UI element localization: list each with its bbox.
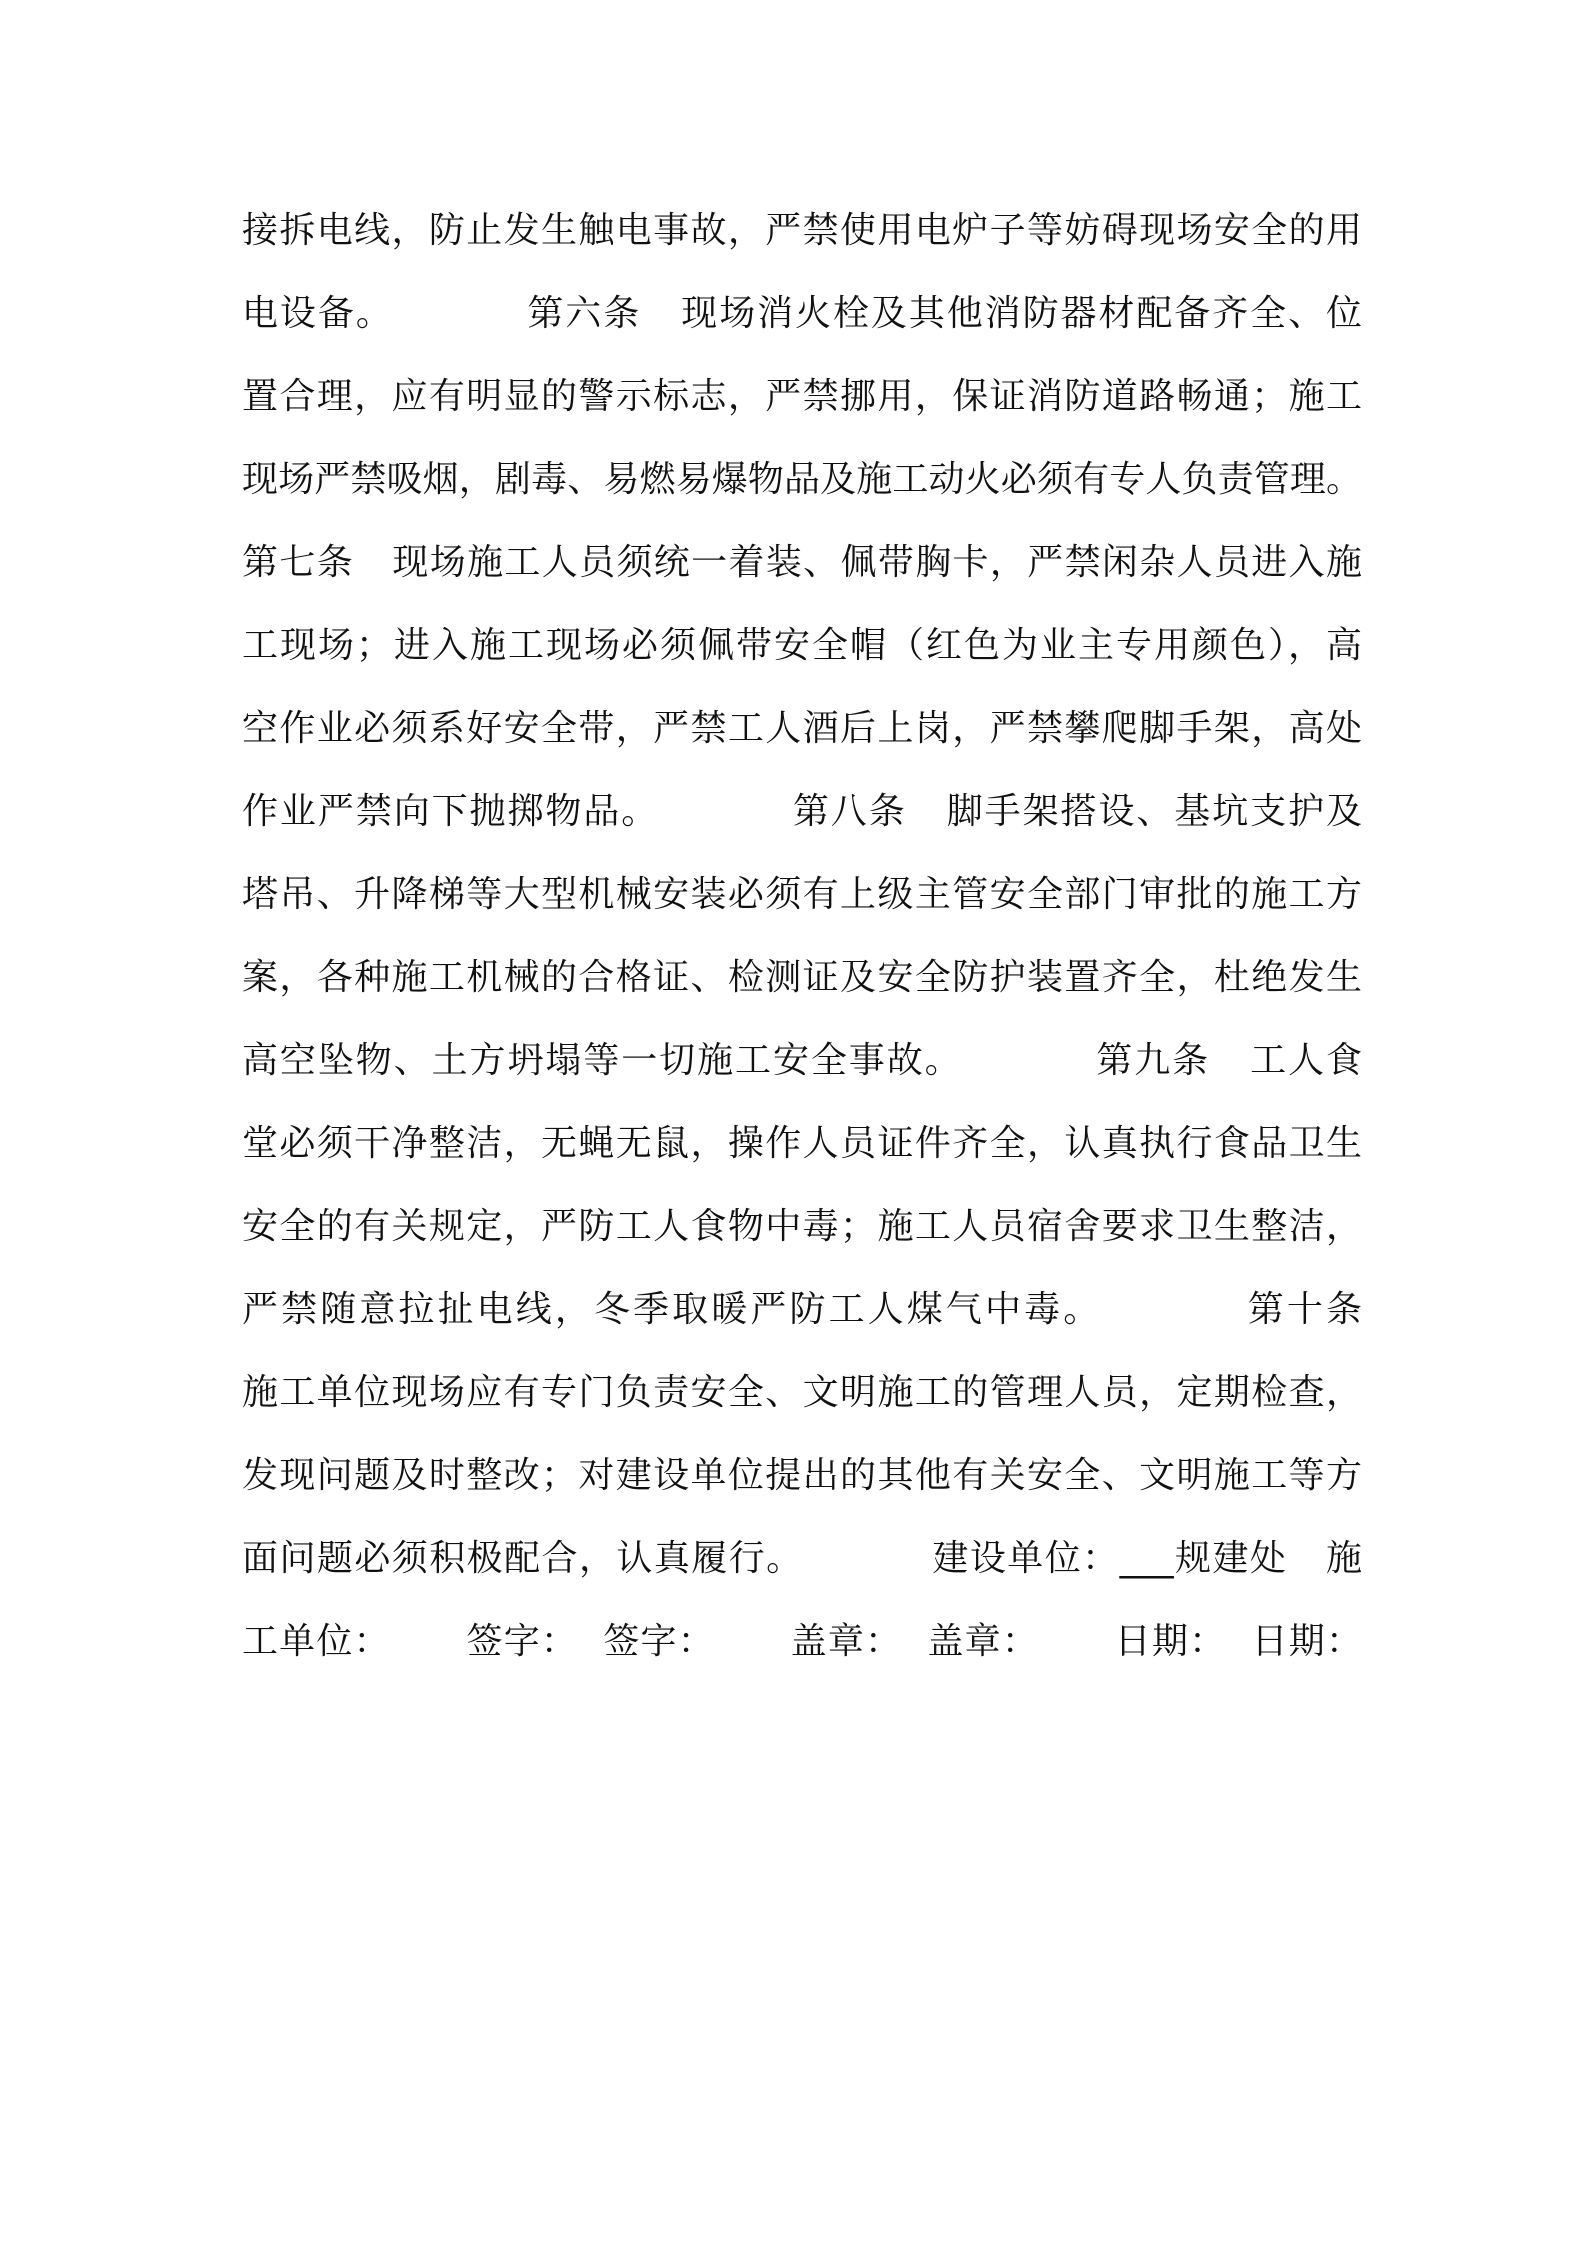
text-line: 面问题必须积极配合，认真履行。 建设单位：___规建处 施 <box>242 1538 1362 1579</box>
text-line: 作业严禁向下抛掷物品。 第八条 脚手架搭设、基坑支护及 <box>242 791 1362 832</box>
text-line: 工现场；进入施工现场必须佩带安全帽（红色为业主专用颜色），高 <box>242 625 1362 666</box>
text-line: 空作业必须系好安全带，严禁工人酒后上岗，严禁攀爬脚手架，高处 <box>242 708 1362 749</box>
text-line: 塔吊、升降梯等大型机械安装必须有上级主管安全部门审批的施工方 <box>242 874 1362 915</box>
contract-text <box>242 197 1362 1691</box>
text-line: 电设备。 第六条 现场消火栓及其他消防器材配备齐全、位 <box>242 293 1362 334</box>
text-line: 现场严禁吸烟，剧毒、易燃易爆物品及施工动火必须有专人负责管理。 <box>242 459 1362 500</box>
text-line: 安全的有关规定，严防工人食物中毒；施工人员宿舍要求卫生整洁， <box>242 1206 1362 1247</box>
text-line: 发现问题及时整改；对建设单位提出的其他有关安全、文明施工等方 <box>242 1455 1362 1496</box>
text-line: 严禁随意拉扯电线，冬季取暖严防工人煤气中毒。 第十条 <box>242 1289 1362 1330</box>
text-line: 高空坠物、土方坍塌等一切施工安全事故。 第九条 工人食 <box>242 1040 1362 1081</box>
text-line: 堂必须干净整洁，无蝇无鼠，操作人员证件齐全，认真执行食品卫生 <box>242 1123 1362 1164</box>
text-line: 置合理，应有明显的警示标志，严禁挪用，保证消防道路畅通；施工 <box>242 376 1362 417</box>
text-line: 接拆电线，防止发生触电事故，严禁使用电炉子等妨碍现场安全的用 <box>242 210 1362 251</box>
text-line: 第七条 现场施工人员须统一着装、佩带胸卡，严禁闲杂人员进入施 <box>242 542 1362 583</box>
signature-line: 工单位： 签字： 签字： 盖章： 盖章： 日期： 日期： <box>242 1621 1362 1662</box>
text-line: 施工单位现场应有专门负责安全、文明施工的管理人员，定期检查， <box>242 1372 1362 1413</box>
text-line: 案，各种施工机械的合格证、检测证及安全防护装置齐全，杜绝发生 <box>242 957 1362 998</box>
